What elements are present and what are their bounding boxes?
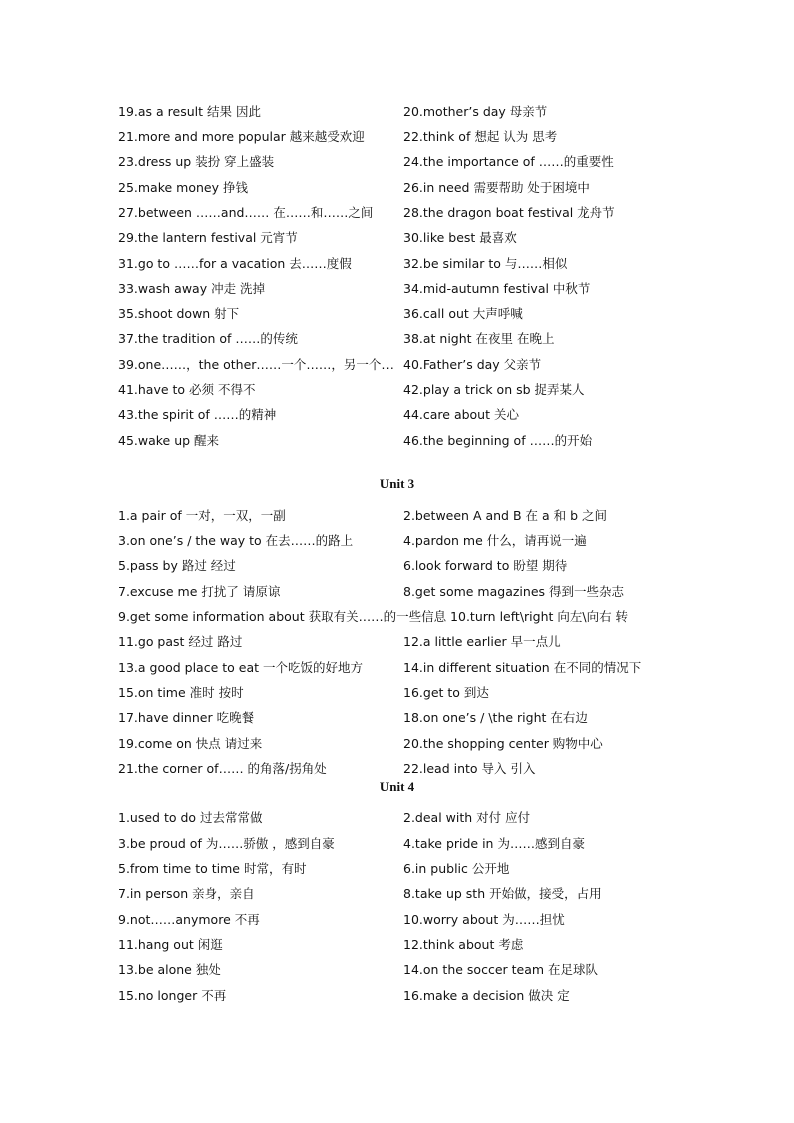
phrase-left: 33.wash away 冲走 洗掉 <box>118 281 266 296</box>
phrase-right: 24.the importance of ……的重要性 <box>403 154 614 169</box>
list-item <box>118 528 678 553</box>
list-item <box>118 680 678 705</box>
phrase-left: 9.get some information about 获取有关……的一些信息 10.turn left\right 向左\向右 转 <box>118 609 629 624</box>
list-item <box>118 932 678 957</box>
phrase-right: 10.worry about 为……担忧 <box>403 912 565 927</box>
phrase-right: 16.make a decision 做决 定 <box>403 988 570 1003</box>
list-item <box>118 731 678 756</box>
list-item <box>118 200 678 225</box>
list-item <box>118 326 678 351</box>
phrase-right: 8.take up sth 开始做，接受，占用 <box>403 886 602 901</box>
phrase-left: 5.from time to time 时常，有时 <box>118 861 307 876</box>
phrase-left: 7.excuse me 打扰了 请原谅 <box>118 584 281 599</box>
phrase-left: 5.pass by 路过 经过 <box>118 558 236 573</box>
list-item <box>118 881 678 906</box>
phrase-left: 37.the tradition of ……的传统 <box>118 331 298 346</box>
phrase-left: 27.between ……and…… 在……和……之间 <box>118 205 374 220</box>
list-item <box>118 175 678 200</box>
phrase-right: 4.pardon me 什么，请再说一遍 <box>403 533 587 548</box>
phrase-left: 1.a pair of 一对，一双，一副 <box>118 508 286 523</box>
list-item <box>118 352 678 377</box>
phrase-right: 22.lead into 导入 引入 <box>403 761 536 776</box>
list-item <box>118 149 678 174</box>
phrase-right: 18.on one’s / \the right 在右边 <box>403 710 588 725</box>
phrase-right: 40.Father’s day 父亲节 <box>403 357 542 372</box>
phrase-left: 13.a good place to eat 一个吃饭的好地方 <box>118 660 364 675</box>
phrase-left: 1.used to do 过去常常做 <box>118 810 263 825</box>
phrase-right: 6.in public 公开地 <box>403 861 510 876</box>
list-item <box>118 831 678 856</box>
phrase-right: 8.get some magazines 得到一些杂志 <box>403 584 624 599</box>
phrase-left: 17.have dinner 吃晚餐 <box>118 710 255 725</box>
phrase-left: 31.go to ……for a vacation 去……度假 <box>118 256 352 271</box>
phrase-right: 44.care about 关心 <box>403 407 519 422</box>
phrase-left: 19.as a result 结果 因此 <box>118 104 261 119</box>
phrase-left: 7.in person 亲身，亲自 <box>118 886 255 901</box>
phrase-right: 2.deal with 对付 应付 <box>403 810 531 825</box>
phrase-left: 41.have to 必须 不得不 <box>118 382 256 397</box>
phrase-right: 20.mother’s day 母亲节 <box>403 104 548 119</box>
phrase-left: 15.on time 准时 按时 <box>118 685 244 700</box>
list-item <box>118 225 678 250</box>
list-item <box>118 377 678 402</box>
phrase-right: 12.think about 考虑 <box>403 937 524 952</box>
phrase-right: 20.the shopping center 购物中心 <box>403 736 603 751</box>
phrase-right: 46.the beginning of ……的开始 <box>403 433 593 448</box>
phrase-right: 16.get to 到达 <box>403 685 489 700</box>
phrase-left: 21.more and more popular 越来越受欢迎 <box>118 129 365 144</box>
phrase-left: 3.on one’s / the way to 在去……的路上 <box>118 533 354 548</box>
phrase-left: 21.the corner of…… 的角落/拐角处 <box>118 761 327 776</box>
phrase-right: 42.play a trick on sb 捉弄某人 <box>403 382 585 397</box>
list-item <box>118 301 678 326</box>
phrase-right: 6.look forward to 盼望 期待 <box>403 558 568 573</box>
list-item <box>118 655 678 680</box>
phrase-right: 4.take pride in 为……感到自豪 <box>403 836 585 851</box>
phrase-left: 35.shoot down 射下 <box>118 306 240 321</box>
phrase-right: 2.between A and B 在 a 和 b 之间 <box>403 508 608 523</box>
phrase-left: 11.go past 经过 路过 <box>118 634 243 649</box>
list-item <box>118 957 678 982</box>
phrase-left: 19.come on 快点 请过来 <box>118 736 263 751</box>
list-item <box>118 579 678 604</box>
phrase-right: 30.like best 最喜欢 <box>403 230 517 245</box>
phrase-right: 12.a little earlier 早一点儿 <box>403 634 561 649</box>
phrase-right: 36.call out 大声呼喊 <box>403 306 523 321</box>
list-item <box>118 805 678 830</box>
phrase-right: 14.on the soccer team 在足球队 <box>403 962 599 977</box>
unit3-heading: Unit 3 <box>379 476 415 491</box>
list-item <box>118 503 678 528</box>
phrase-right: 14.in different situation 在不同的情况下 <box>403 660 642 675</box>
phrase-left: 45.wake up 醒来 <box>118 433 220 448</box>
list-item <box>118 402 678 427</box>
phrase-right: 22.think of 想起 认为 思考 <box>403 129 558 144</box>
phrase-left: 3.be proud of 为……骄傲 ，感到自豪 <box>118 836 335 851</box>
phrase-right: 28.the dragon boat festival 龙舟节 <box>403 205 615 220</box>
list-item <box>118 856 678 881</box>
list-item <box>118 553 678 578</box>
phrase-left: 11.hang out 闲逛 <box>118 937 223 952</box>
phrase-left: 13.be alone 独处 <box>118 962 221 977</box>
phrase-left: 43.the spirit of ……的精神 <box>118 407 277 422</box>
list-item <box>118 99 678 124</box>
phrase-right: 38.at night 在夜里 在晚上 <box>403 331 555 346</box>
list-item <box>118 428 678 453</box>
phrase-right: 34.mid-autumn festival 中秋节 <box>403 281 591 296</box>
list-item <box>118 124 678 149</box>
list-item <box>118 604 678 629</box>
list-item <box>118 251 678 276</box>
list-item <box>118 907 678 932</box>
phrase-left: 15.no longer 不再 <box>118 988 227 1003</box>
list-item <box>118 705 678 730</box>
phrase-left: 9.not……anymore 不再 <box>118 912 260 927</box>
phrase-left: 25.make money 挣钱 <box>118 180 248 195</box>
phrase-right: 26.in need 需要帮助 处于困境中 <box>403 180 590 195</box>
phrase-left: 39.one……，the other……一个……，另一个… <box>118 357 394 372</box>
list-item <box>118 276 678 301</box>
phrase-left: 23.dress up 装扮 穿上盛装 <box>118 154 275 169</box>
phrase-left: 29.the lantern festival 元宵节 <box>118 230 298 245</box>
list-item <box>118 983 678 1008</box>
list-item <box>118 629 678 654</box>
unit4-heading: Unit 4 <box>379 779 415 794</box>
phrase-right: 32.be similar to 与……相似 <box>403 256 568 271</box>
